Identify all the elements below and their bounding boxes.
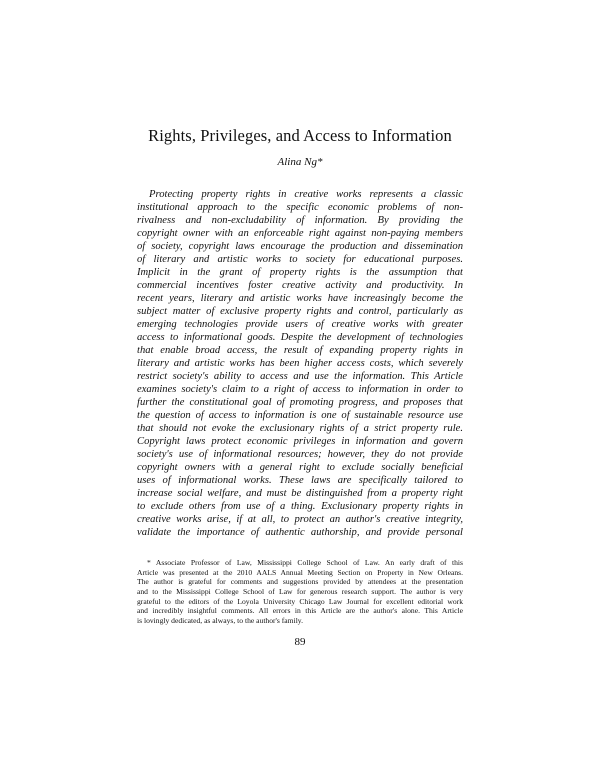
footnote-line: grateful to the editors of the Loyola University Chicago Law Journal for excellent editorial work [137,596,463,606]
abstract-line: restrict society's ability to access and use the information. This Article [137,371,463,382]
page-number: 89 [294,636,306,648]
abstract-line: Implicit in the grant of property rights is the assumption that [137,267,463,278]
footnote-line: is lovingly dedicated, as always, to the author's family. [137,616,304,626]
abstract-line: validate the importance of authentic authorship, and provide personal [137,527,463,538]
abstract-line: emerging technologies provide users of creative works with greater [137,319,463,330]
abstract-line: of society, copyright laws encourage the production and dissemination [137,241,463,252]
abstract-line: of literary and artistic works to society for educational purposes. [137,254,463,265]
abstract-line: society's use of informational resources; however, they do not provide [137,449,463,460]
article-title: Rights, Privileges, and Access to Information [148,126,452,145]
footnote-line: * Associate Professor of Law, Mississippi College School of Law. An early draft of this [147,558,463,567]
abstract-line: that should not evoke the exclusionary rights of a strict property rule. [137,423,463,434]
abstract-line: copyright owner with an enforceable right against non-paying members [137,228,463,239]
abstract-line: uses of informational works. These laws are specifically tailored to [137,475,463,486]
footnote-block [137,558,463,626]
abstract-line: creative works arise, if at all, to protect an author's creative integrity, [137,514,463,525]
abstract-line: institutional approach to the specific economic problems of non- [137,202,463,213]
abstract-line: Copyright laws protect economic privileges in information and govern [137,436,463,447]
abstract-line: recent years, literary and artistic works have increasingly become the [137,293,463,304]
abstract-line: rivalness and non-excludability of information. By providing the [137,215,463,226]
abstract-block [137,188,463,550]
footnote-line: and to the Mississippi College School of Law for generous research support. The author is very [137,587,463,597]
abstract-line: the question of access to information is one of sustainable resource use [137,410,463,421]
abstract-line: literary and artistic works has been higher access costs, which severely [137,358,463,369]
footnote-line: and incredibly insightful comments. All errors in this Article are the author's alone. This Article [137,606,463,616]
abstract-line: increase social welfare, and must be distinguished from a property right [137,488,463,499]
abstract-line: Protecting property rights in creative works represents a classic [149,189,463,200]
abstract-line: further the constitutional goal of promoting progress, and proposes that [137,397,463,408]
abstract-line: access to informational goods. Despite the development of technologies [137,332,463,343]
abstract-line: examines society's claim to a right of access to information in order to [137,384,463,395]
abstract-line: commercial incentives foster creative activity and productivity. In [137,280,463,291]
abstract-line: that enable broad access, the result of expanding property rights in [137,345,463,356]
abstract-line: subject matter of exclusive property rights and control, particularly as [137,306,463,317]
abstract-line: to exclude others from use of a thing. Exclusionary property rights in [137,501,463,512]
footnote-line: The author is grateful for comments and suggestions provided by attendees at the presentation [137,577,463,587]
footnote-line: Article was presented at the 2010 AALS Annual Meeting Section on Property in New Orleans. [137,567,463,577]
abstract-line: copyright owners with a general right to exclude socially beneficial [137,462,463,473]
article-author: Alina Ng* [277,156,323,168]
